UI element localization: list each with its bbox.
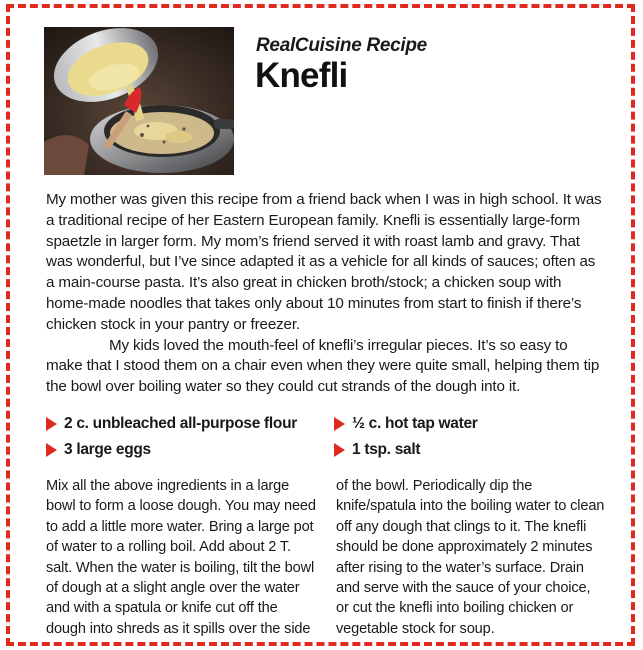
intro-text	[46, 190, 602, 398]
intro-paragraph: My kids loved the mouth-feel of knefli’s irregular pieces. It’s so easy to make that I stood them on a chair even when they were quite small, helping them tip the bowl over boiling water so they could cut strands of the dough into it.	[46, 336, 600, 396]
ingredient-item	[334, 411, 624, 437]
bullet-arrow-icon	[46, 417, 57, 431]
cooking-photo-icon	[44, 27, 234, 175]
intro-paragraph: My mother was given this recipe from a friend back when I was in high school. It was a traditional recipe of her Eastern European family. Knefli is essentially large-form spaetzle in larger form. My mom’s friend served it with roast lamb and gravy. That was wonderful, but I’ve since adapted it as a vehicle for all kinds of sauces; often as a main-course pasta. It’s also great in chicken broth/stock; a chicken soup with home-made noodles that takes only about 10 minutes from start to finish if there’s chicken stock in your pantry or freezer.	[46, 191, 602, 333]
ingredient-list	[46, 411, 336, 463]
instructions-text: of the bowl. Periodically dip the knife/spatula into the boiling water to clean off any dough that clings to it. The knefli should be done approximately 2 minutes after rising to the water’s surface. Drain and serve with the sauce of your choice, or cut the knefli into boiling chicken or vegetable stock for soup.	[336, 478, 605, 637]
ingredient-label: 1 tsp. salt	[352, 441, 421, 458]
bullet-arrow-icon	[334, 443, 345, 457]
ingredient-label: 2 c. unbleached all-purpose flour	[64, 415, 297, 432]
instructions-column	[336, 476, 606, 639]
instructions-text: Mix all the above ingredients in a large bowl to form a loose dough. You may need to add a little more water. Bring a large pot of water to a rolling boil. Add about 2 T. salt. When the water is boiling, tilt the bowl of dough at a slight angle over the water and with a spatula or knife cut off the dough into shreds as it spills over the side	[46, 478, 316, 637]
ingredient-item	[46, 437, 336, 463]
ingredient-item	[334, 437, 624, 463]
recipe-series-label: RealCuisine Recipe	[256, 35, 427, 56]
recipe-title: Knefli	[255, 56, 348, 95]
ingredient-item	[46, 411, 336, 437]
instructions-column	[46, 476, 316, 639]
recipe-photo	[44, 27, 234, 175]
ingredient-label: 3 large eggs	[64, 441, 151, 458]
ingredient-list	[334, 411, 624, 463]
bullet-arrow-icon	[334, 417, 345, 431]
ingredient-label: ½ c. hot tap water	[352, 415, 478, 432]
bullet-arrow-icon	[46, 443, 57, 457]
